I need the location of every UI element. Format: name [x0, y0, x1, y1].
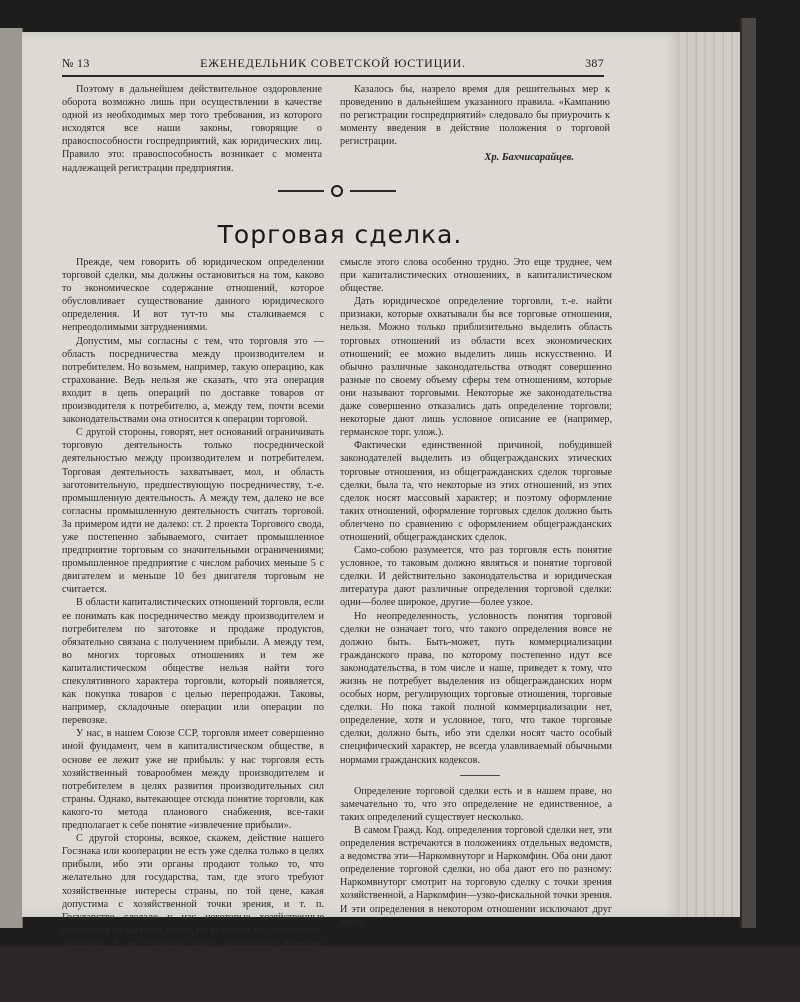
ornament-line-left — [278, 190, 324, 192]
paragraph: С другой стороны, говорят, нет оснований ограничивать торговую деятельность только посреднической деятельностью между производителем и потребителем. Торговая деятельность захватывает, мол, и область заготовительную, предшествующую посредничеству, т.-е. промышленную деятельность. А между тем, далеко не все согласны промышленную деятельность считать торговой. За примером идти не далеко: ст. 2 проекта Торгового свода, уже постепенно забываемого, считает промышленное предприятие торговым со значительными ограничениями; промышленное предприятие с числом рабочих меньше 5 с двигателем и меньше 10 без двигателя торговым не считается. — [62, 427, 324, 596]
paragraph: У нас, в нашем Союзе ССР, торговля имеет совершенно иной фундамент, чем в капиталистическом обществе, в основе ее лежит уже не прибыль: у нас торговля есть хозяйственный товарообмен между производителем и потребителем в целях развития производительных сил страны. Однако, вытекающее отсюда понятие торговли, как какого-то метода планового снабжения, все-таки предполагает к себе понятие «извлечение прибыли». — [62, 728, 324, 832]
section-ornament — [278, 185, 396, 197]
book-cover-edge — [740, 18, 756, 928]
header-rule — [62, 75, 604, 77]
page-number: 387 — [585, 56, 604, 70]
paragraph: смысле этого слова особенно трудно. Это еще труднее, чем при капиталистических отношениях, в капиталистическом обществе. — [340, 257, 612, 295]
paragraph: В самом Гражд. Код. определения торговой сделки нет, эти определения встречаются в положениях отдельных ведомств, а ведомства эти—Наркомвнуторг и Наркомфин. Оба они дают определение торговой сделки, но оба дают его по разному: Наркомвнуторг смотрит на торговую сделку с точки зрения хозяйственной, а Наркомфин—узко-фискальной точки зрения. И эти определения в некотором отношении исключают друг друга. — [340, 824, 612, 928]
paragraph: Дать юридическое определение торговли, т.-е. найти признаки, которые охватывали бы все торговые отношения, нельзя. Можно только приблизительно выделить область торговых отношений из области всех экономических отношений; ее можно выделить лишь искусственно. И обычно различные законодательства отводят совершенно разные по своему объему сферы тем отношениям, которые они называют торговыми. Некоторые же законодательства даже совершенно отказались дать определение торговли; некоторые дают лишь условное описание ее (например, германское торг. улож.). — [340, 296, 612, 439]
article-right-column — [340, 256, 612, 929]
paragraph: Определение торговой сделки есть и в нашем праве, но замечательно то, что это определение не единственное, а таких определений существует несколько. — [340, 785, 612, 823]
facing-page-edge — [0, 28, 23, 928]
separator-line — [460, 775, 500, 776]
paragraph: В области капиталистических отношений торговля, если ее понимать как посредничество между производителем и потребителем по заготовке и продаже продуктов, обязательно связана с получением прибыли. А между тем, во многих торговых отношениях и тем же капиталистическом обществе нельзя найти того спекулятивного характера торговли, который появляется, как покупка товаров с целью перепродажи. Таковы, например, складочные операции или операции по перевозке. — [62, 597, 324, 727]
issue-number: № 13 — [62, 56, 90, 70]
ornament-line-right — [350, 190, 396, 192]
paragraph: Прежде, чем говорить об юридическом определении торговой сделки, мы должны остановиться на том, каково то экономическое содержание отношений, которое обусловливает существование данного юридического определения. И вот тут-то мы сталкиваемся с непреодолимыми затруднениями. — [62, 257, 324, 334]
paragraph: При таких условиях выделить область торговых отношений из области экономических отношений в широком — [62, 964, 324, 1002]
paragraph: Поэтому в дальнейшем действительное оздоровление оборота возможно лишь при осуществлении в качестве одной из необходимых мер того требования, из которого исходятся все наши законы, говорящие о правоспособности госпредприятий, как юридических лиц. Правило это: правоспособность возникает с момента надлежащей регистрации предприятия. — [62, 84, 322, 174]
paragraph: С другой стороны, всякое, скажем, действие нашего Госзнака или кооперации не есть уже сделка только в целях прибыли, ибо эти органы продают только то, что желательно для государства, там, где этого требуют хозяйственные интересы страны, по той цене, какая допустима с хозяйственной точки зрения, и т. п. Государство сделало у нас некоторые хозяйственные отношения не частным делом, но явлением государственно-правовым. У нас торговцы несут социальную функцию больше, чем где-либо. — [62, 833, 324, 962]
article-title: Торговая сделка. — [217, 220, 463, 249]
signature: Хр. Бахчисарайцев. — [484, 152, 574, 164]
paragraph: Казалось бы, назрело время для решительных мер к проведению в дальнейшем указанного правила. «Кампанию по регистрации госпредприятий» следовало бы приурочить к моменту введения в действие положения о торговой регистрации. — [340, 84, 610, 148]
paragraph: Допустим, мы согласны с тем, что торговля это — область посредничества между производителем и потребителем. Но возьмем, например, такую операцию, как страхование. Ведь нельзя же сказать, что эта операция входит в цепь операций по доставке товаров от производителя к потребителю, а, между тем, почти всеми законодательствами она относится к операции торговой. — [62, 335, 324, 426]
top-left-column — [62, 83, 322, 175]
paragraph: Фактически единственной причиной, побудившей законодателей выделить из общегражданских этических торговые отношения, из общегражданских сделок торговые сделки, была та, что некоторые из этих отношений, из этих сделок носят массовый характер; и поэтому оформление таких отношений, оформление торговых сделок должно быть облегчено по сравнению с оформлением общегражданских отношений, общегражданских сделок. — [340, 440, 612, 543]
paragraph: Само-собою разумеется, что раз торговля есть понятие условное, то таковым должно являться и понятие торговой сделки. И действительно законодательства и юридическая литература дают различные определения торговой сделки: одни—более широкое, другие—более узкое. — [340, 545, 612, 609]
ornament-circle-icon — [331, 185, 343, 197]
section-separator — [340, 767, 612, 785]
journal-title: ЕЖЕНЕДЕЛЬНИК СОВЕТСКОЙ ЮСТИЦИИ. — [200, 56, 466, 70]
running-header — [62, 56, 604, 74]
top-right-column — [340, 83, 610, 165]
paragraph: Но неопределенность, условность понятия торговой сделки не означает того, что такого определения вовсе не должно быть. Быть-может, путь коммерциализации гражданского права, по которому постепенно идут все законодательства, в том числе и наше, приведет к тому, что жизнь не потребует выделения из общегражданских норм особых норм, регулирующих торговые отношения, торговые сделки. Но пока такой полной коммерциализации нет, определение, хотя и условное, того, что такое торговые сделки, должно быть, ибо эти сделки носят часто особый специфический характер, не всегда улавливаемый обычными нормами гражданских кодексов. — [340, 610, 612, 766]
article-left-column — [62, 256, 324, 1002]
page-stack-edges — [680, 32, 740, 917]
